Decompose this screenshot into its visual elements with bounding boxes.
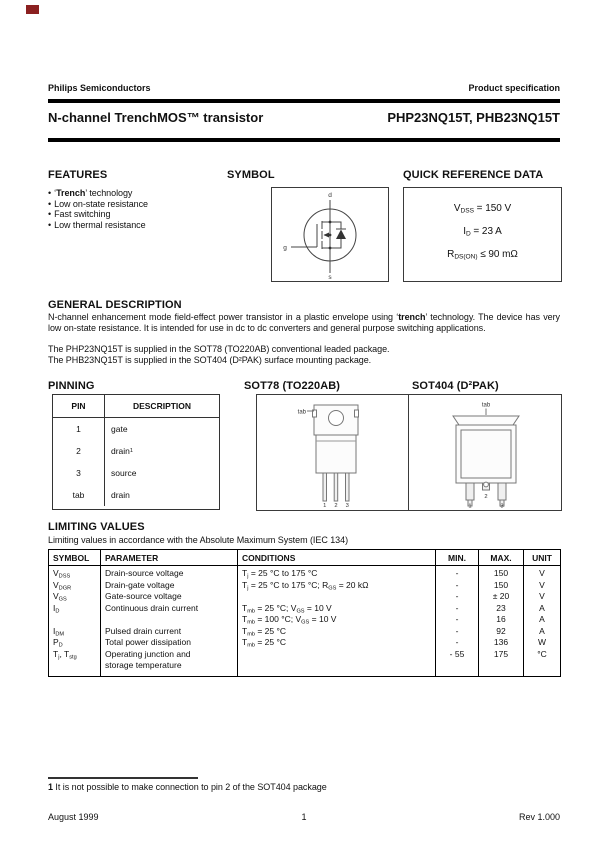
quick-ref-value: $R_{DS(ON)} \le 90$ mΩ <box>447 249 518 261</box>
conditions-cell: $T_{mb} = 25$ °C <box>238 626 436 638</box>
sot78-pin1-label: 1 <box>323 503 327 509</box>
footnote-rule <box>48 777 198 779</box>
pin-description-cell: drain 1 <box>111 446 134 456</box>
bullet: • <box>48 219 52 230</box>
pin-description-cell: gate <box>111 424 128 434</box>
bullet: • <box>48 209 52 219</box>
conditions-cell <box>238 649 436 661</box>
parameter-cell: Total power dissipation <box>101 637 238 649</box>
min-cell: - <box>436 603 479 615</box>
conditions-cell: $T_{mb} = 25$ °C; $V_{GS} = 10$ V <box>238 603 436 615</box>
pin-row <box>53 440 219 462</box>
column-header: CONDITIONS <box>238 550 436 566</box>
header-rule-bottom <box>48 138 560 142</box>
description-column-header: DESCRIPTION <box>132 401 192 411</box>
footer-date: August 1999 <box>48 812 99 822</box>
feature-text: Low on-state resistance <box>54 198 149 209</box>
max-cell: 16 <box>479 614 524 626</box>
column-header: SYMBOL <box>49 550 101 566</box>
conditions-cell: $T_{mb} = 25$ °C <box>238 637 436 649</box>
pin-number-cell: 3 <box>53 462 105 484</box>
symbol-cell: $V_{DSS}$ <box>49 566 101 580</box>
sot404-pin3-label: 3 <box>500 503 504 509</box>
brand-name: Philips Semiconductors <box>48 83 151 93</box>
sot78-drawing-box <box>256 394 414 511</box>
limiting-values-heading: LIMITING VALUES <box>48 521 145 533</box>
column-header: MIN. <box>436 550 479 566</box>
min-cell: - <box>436 566 479 580</box>
column-header: PARAMETER <box>101 550 238 566</box>
title-row <box>48 110 560 125</box>
unit-cell: A <box>524 603 561 615</box>
package-note-phb: The PHB23NQ15T is supplied in the SOT404 (D²PAK) surface mounting package. <box>48 355 372 365</box>
conditions-cell <box>238 660 436 676</box>
limiting-values-row <box>49 626 561 638</box>
pin-description-cell: drain <box>111 490 130 500</box>
symbol-cell: $V_{GS}$ <box>49 591 101 603</box>
pin-row <box>53 484 219 506</box>
product-title: N-channel TrenchMOS™ transistor <box>48 110 264 125</box>
limiting-values-row <box>49 660 561 676</box>
parameter-cell: Gate-source voltage <box>101 591 238 603</box>
drain-terminal-label: d <box>328 192 332 199</box>
general-description-heading: GENERAL DESCRIPTION <box>48 299 182 311</box>
feature-text: ‘Trench’ technology <box>54 188 133 198</box>
sot78-pin2-label: 2 <box>334 503 338 509</box>
unit-cell: V <box>524 591 561 603</box>
sot78-heading: SOT78 (TO220AB) <box>244 380 341 392</box>
max-cell: 175 <box>479 649 524 661</box>
general-description-paragraph: N-channel enhancement mode field-effect power transistor in a plastic envelope using ‘trench’ technology. The device has very low on-state resistance. It is intended for use in dc to dc converters and general purpose switching applications. <box>48 312 561 333</box>
unit-cell: A <box>524 626 561 638</box>
pin-column-header: PIN <box>53 395 105 417</box>
unit-cell: °C <box>524 649 561 661</box>
symbol-cell: $V_{DGR}$ <box>49 580 101 592</box>
symbol-cell <box>49 614 101 626</box>
d2pak-package-drawing <box>409 395 560 509</box>
pin-number-cell: tab <box>53 484 105 506</box>
limiting-values-subtitle: Limiting values in accordance with the Absolute Maximum System (IEC 134) <box>48 535 349 545</box>
parameter-cell: Operating junction and <box>101 649 238 661</box>
min-cell: - <box>436 637 479 649</box>
limiting-values-row <box>49 591 561 603</box>
parameter-cell: storage temperature <box>101 660 238 676</box>
conditions-cell: $T_j = 25$ °C to 175 °C; $R_{GS} = 20$ kΩ <box>238 580 436 592</box>
pin-row <box>53 418 219 440</box>
limiting-values-body <box>49 566 561 677</box>
symbol-box <box>271 187 389 282</box>
max-cell: 136 <box>479 637 524 649</box>
unit-cell: W <box>524 637 561 649</box>
max-cell: ± 20 <box>479 591 524 603</box>
limiting-values-row <box>49 603 561 615</box>
pinning-table-body <box>53 418 219 506</box>
symbol-cell: $T_j$, $T_{stg}$ <box>49 649 101 661</box>
mosfet-body-arrow <box>324 233 330 238</box>
sot404-pin2-label: 2 <box>484 494 488 500</box>
limiting-values-row <box>49 566 561 580</box>
bullet: • <box>48 198 52 209</box>
features-heading: FEATURES <box>48 169 108 181</box>
max-cell: 150 <box>479 580 524 592</box>
min-cell <box>436 660 479 676</box>
corner-marker <box>26 5 39 14</box>
max-cell <box>479 660 524 676</box>
unit-cell: V <box>524 566 561 580</box>
column-header: UNIT <box>524 550 561 566</box>
parameter-cell: Continuous drain current <box>101 603 238 615</box>
sot404-pin1-label: 1 <box>468 503 472 509</box>
sot404-heading: SOT404 (D²PAK) <box>412 380 499 392</box>
page-header <box>48 83 560 93</box>
sot404-tab-label: tab <box>481 402 491 409</box>
parameter-cell <box>101 614 238 626</box>
conditions-cell <box>238 591 436 603</box>
limiting-values-row <box>49 580 561 592</box>
pin-number-cell: 1 <box>53 418 105 440</box>
limiting-values-header-row <box>49 550 561 566</box>
unit-cell <box>524 660 561 676</box>
footnote: 1 It is not possible to make connection to pin 2 of the SOT404 package <box>48 782 327 792</box>
min-cell: - <box>436 580 479 592</box>
unit-cell: A <box>524 614 561 626</box>
mosfet-symbol <box>272 188 387 280</box>
limiting-values-row <box>49 637 561 649</box>
sot78-tab-label: tab <box>297 409 306 416</box>
body-diode <box>336 230 346 240</box>
feature-item <box>48 209 238 220</box>
spec-type: Product specification <box>468 83 560 93</box>
symbol-cell <box>49 660 101 676</box>
sot78-pin3-label: 3 <box>345 503 349 509</box>
symbol-cell: $P_D$ <box>49 637 101 649</box>
bullet: • <box>48 188 52 198</box>
limiting-values-row <box>49 614 561 626</box>
quick-ref-value: $I_D = 23$ A <box>463 226 502 238</box>
pinning-table <box>52 394 220 510</box>
header-rule-top <box>48 99 560 103</box>
pin-description-cell: source <box>111 468 137 478</box>
gate-terminal-label: g <box>283 244 287 252</box>
package-note-php: The PHP23NQ15T is supplied in the SOT78 (TO220AB) conventional leaded package. <box>48 344 390 354</box>
feature-item <box>48 188 238 199</box>
symbol-cell: $I_D$ <box>49 603 101 615</box>
feature-text: Low thermal resistance <box>54 219 146 230</box>
conditions-cell: $T_{mb} = 100$ °C; $V_{GS} = 10$ V <box>238 614 436 626</box>
limiting-values-table <box>48 549 561 677</box>
feature-item <box>48 199 238 210</box>
min-cell: - <box>436 626 479 638</box>
feature-item <box>48 220 238 231</box>
footer-page-number: 1 <box>301 812 307 822</box>
max-cell: 23 <box>479 603 524 615</box>
quick-ref-value: $V_{DSS} = 150$ V <box>453 203 512 215</box>
source-terminal-label: s <box>328 274 332 280</box>
pin-row <box>53 462 219 484</box>
min-cell: - <box>436 614 479 626</box>
pinning-heading: PINNING <box>48 380 95 392</box>
parameter-cell: Drain-source voltage <box>101 566 238 580</box>
feature-text: Fast switching <box>54 209 111 219</box>
limiting-values-row <box>49 649 561 661</box>
parameter-cell: Drain-gate voltage <box>101 580 238 592</box>
part-numbers: PHP23NQ15T, PHB23NQ15T <box>387 110 560 125</box>
pinning-table-header <box>53 395 219 418</box>
min-cell: - 55 <box>436 649 479 661</box>
column-header: MAX. <box>479 550 524 566</box>
symbol-heading: SYMBOL <box>227 169 275 181</box>
quick-reference-box <box>403 187 562 282</box>
max-cell: 92 <box>479 626 524 638</box>
max-cell: 150 <box>479 566 524 580</box>
footer-revision: Rev 1.000 <box>518 812 560 822</box>
to220-package-drawing <box>257 395 412 509</box>
parameter-cell: Pulsed drain current <box>101 626 238 638</box>
quick-reference-heading: QUICK REFERENCE DATA <box>403 169 544 181</box>
conditions-cell: $T_j = 25$ °C to 175 °C <box>238 566 436 580</box>
symbol-cell: $I_{DM}$ <box>49 626 101 638</box>
unit-cell: V <box>524 580 561 592</box>
min-cell: - <box>436 591 479 603</box>
features-list <box>48 188 238 230</box>
sot404-drawing-box <box>408 394 562 511</box>
pin-number-cell: 2 <box>53 440 105 462</box>
